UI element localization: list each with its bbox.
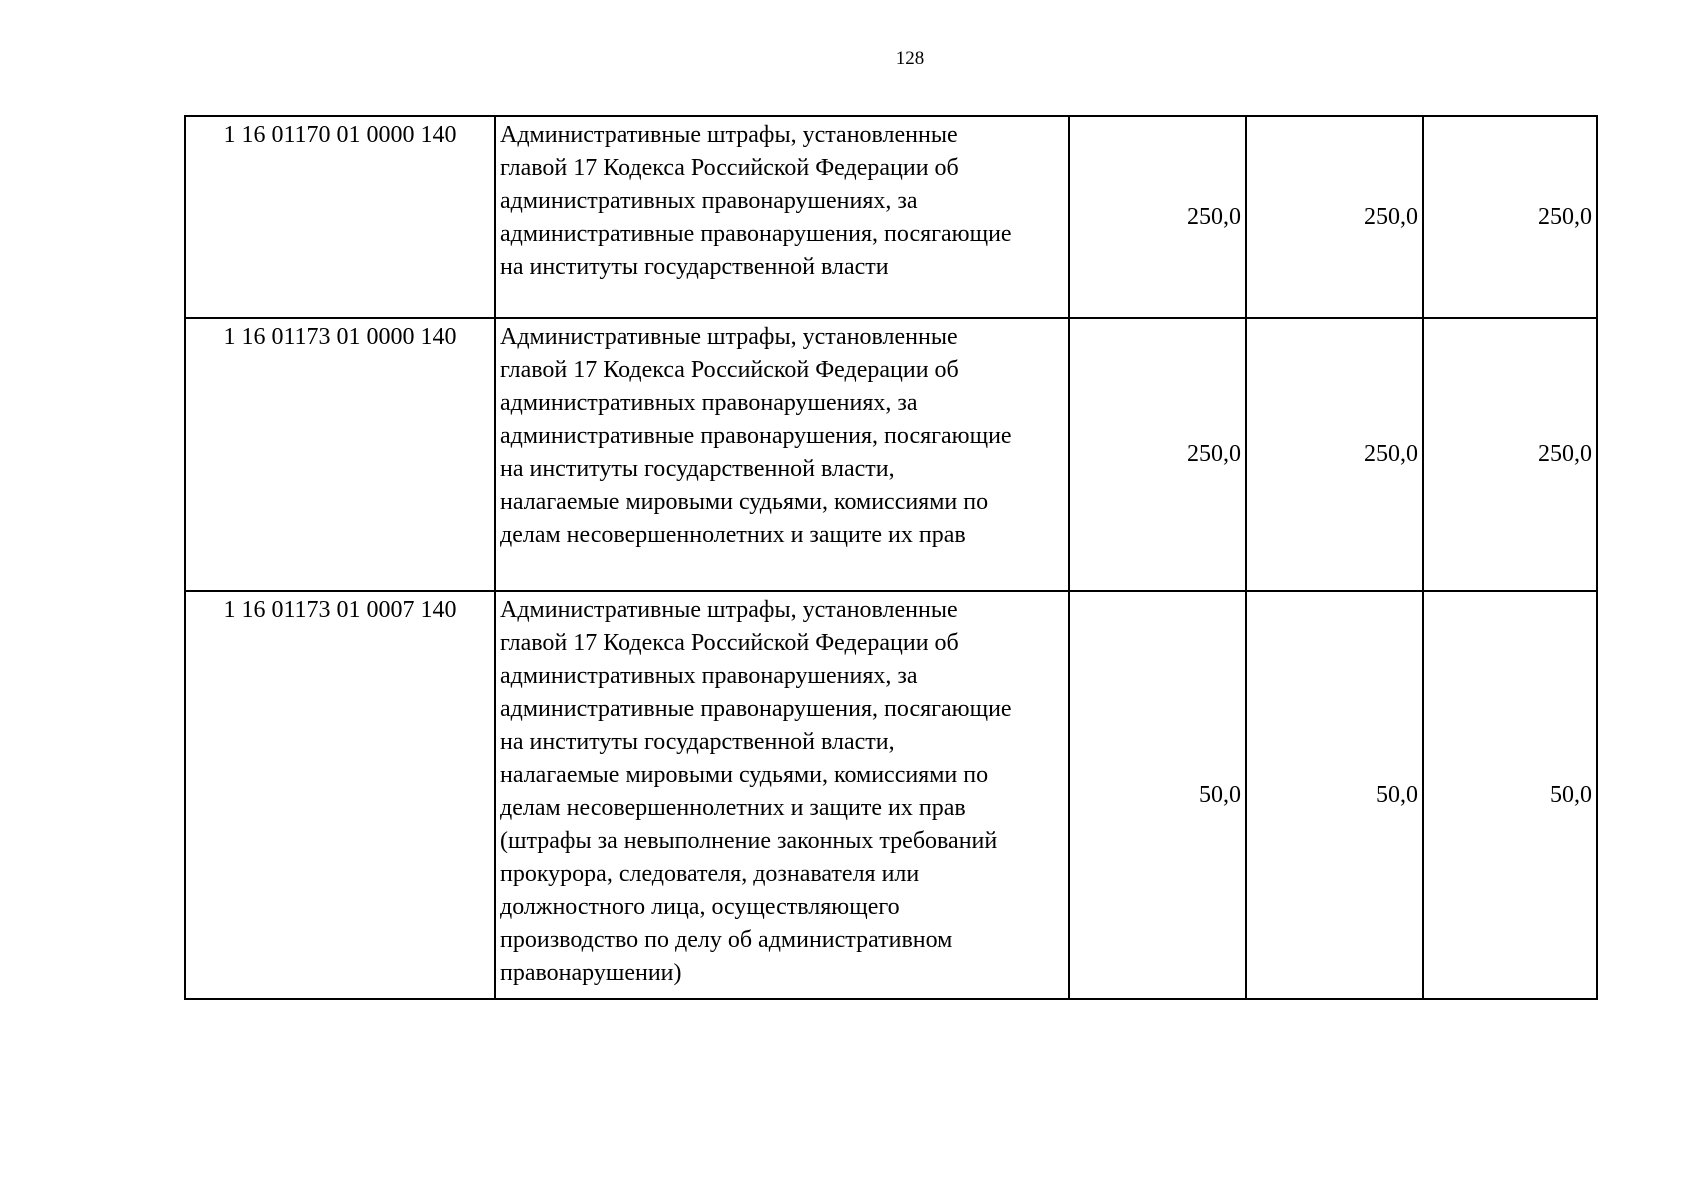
description-line: административных правонарушениях, за — [500, 390, 918, 416]
amount-year-3: 250,0 — [1423, 116, 1597, 318]
description-line: прокурора, следователя, дознавателя или — [500, 861, 920, 887]
description-line: на институты государственной власти, — [500, 456, 895, 482]
description-line: налагаемые мировыми судьями, комиссиями по — [500, 489, 989, 515]
description-line: административные правонарушения, посягающие — [500, 221, 1012, 247]
table-row — [185, 591, 1597, 999]
budget-code: 1 16 01170 01 0000 140 — [185, 116, 495, 318]
description-line: главой 17 Кодекса Российской Федерации об — [500, 357, 959, 383]
description-line: Административные штрафы, установленные — [500, 324, 958, 350]
budget-code: 1 16 01173 01 0007 140 — [185, 591, 495, 999]
description-line: административных правонарушениях, за — [500, 663, 918, 689]
description-line: должностного лица, осуществляющего — [500, 894, 900, 920]
revenue-description — [495, 116, 1069, 318]
amount-year-3: 250,0 — [1423, 318, 1597, 591]
revenue-description — [495, 318, 1069, 591]
description-line: административные правонарушения, посягающие — [500, 696, 1012, 722]
description-line: на институты государственной власти, — [500, 729, 895, 755]
description-line: производство по делу об административном — [500, 927, 953, 953]
table-row — [185, 116, 1597, 318]
description-line: главой 17 Кодекса Российской Федерации об — [500, 155, 959, 181]
description-line: делам несовершеннолетних и защите их прав — [500, 795, 966, 821]
amount-year-3: 50,0 — [1423, 591, 1597, 999]
description-line: на институты государственной власти — [500, 254, 889, 280]
description-line: делам несовершеннолетних и защите их прав — [500, 522, 966, 548]
description-line: административные правонарушения, посягающие — [500, 423, 1012, 449]
revenue-description — [495, 591, 1069, 999]
page-number: 128 — [895, 48, 925, 69]
description-line: Административные штрафы, установленные — [500, 597, 958, 623]
description-line: (штрафы за невыполнение законных требований — [500, 828, 998, 854]
description-line: административных правонарушениях, за — [500, 188, 918, 214]
amount-year-1: 50,0 — [1069, 591, 1246, 999]
amount-year-1: 250,0 — [1069, 116, 1246, 318]
description-line: главой 17 Кодекса Российской Федерации об — [500, 630, 959, 656]
description-line: правонарушении) — [500, 960, 682, 986]
description-line: Административные штрафы, установленные — [500, 122, 958, 148]
table-row — [185, 318, 1597, 591]
amount-year-2: 50,0 — [1246, 591, 1423, 999]
amount-year-2: 250,0 — [1246, 318, 1423, 591]
amount-year-2: 250,0 — [1246, 116, 1423, 318]
description-line: налагаемые мировыми судьями, комиссиями по — [500, 762, 989, 788]
amount-year-1: 250,0 — [1069, 318, 1246, 591]
budget-code: 1 16 01173 01 0000 140 — [185, 318, 495, 591]
revenue-table — [184, 115, 1598, 1000]
